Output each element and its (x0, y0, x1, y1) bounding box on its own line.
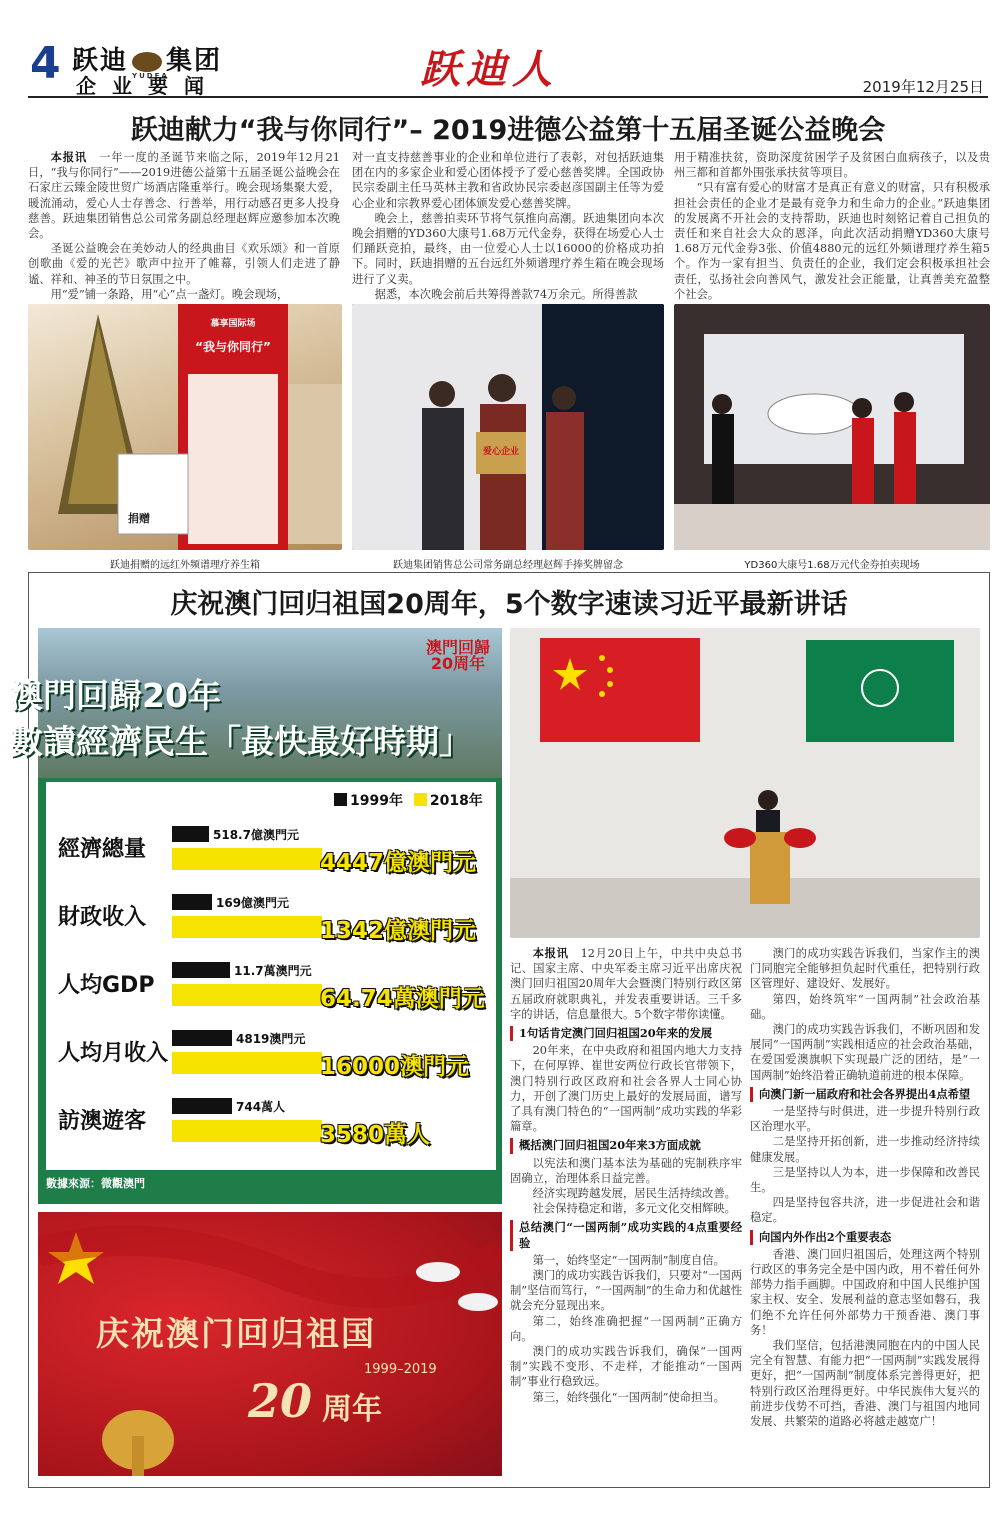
publication-date: 2019年12月25日 (862, 78, 984, 96)
bar-2018-value: 1342億澳門元 (320, 918, 477, 944)
row-label: 經濟總量 (58, 837, 147, 862)
row-label: 訪澳遊客 (58, 1109, 147, 1134)
bar-1999-value: 4819澳門元 (236, 1032, 306, 1046)
photo-caption: 跃迪集团销售总公司常务副总经理赵辉手捧奖牌留念 (393, 560, 623, 571)
paragraph: 用“爱”铺一条路，用“心”点一盏灯。晚会现场， (50, 287, 289, 301)
paper-name: 跃迪人 (420, 46, 558, 93)
anniversary-badge: 澳門回歸20周年 (425, 638, 490, 673)
paragraph: 香港、澳门回归祖国后，处理这两个特别行政区的事务完全是中国内政，用不着任何外部势力指手画脚。中国政府和中国人民维护国家主权、安全、发展利益的意志坚如磐石，我们绝不允许任何外部势力干预香港、澳门事务！ (750, 1247, 980, 1337)
paragraph: 我们坚信，包括港澳同胞在内的中国人民完全有智慧、有能力把“一国两制”实践发展得更好，把“一国两制”制度体系完善得更好，把特别行政区治理得更好。中华民族伟大复兴的前进步伐势不可挡，香港、澳门与祖国内地同发展、共繁荣的道路必将越走越宽广！ (750, 1339, 980, 1429)
bar-1999-value: 11.7萬澳門元 (234, 964, 312, 978)
row-label: 財政收入 (58, 905, 147, 930)
auction-stage-image (674, 304, 990, 550)
photo-speech (510, 628, 980, 938)
plaque-text: 爱心企业 (482, 447, 519, 457)
bar-1999-value: 169億澳門元 (216, 896, 290, 910)
brand-suffix: 集团 (166, 46, 223, 76)
award-ceremony-image (352, 304, 664, 550)
infographic-subtitle: 數讀經濟民生「最快最好時期」 (10, 722, 472, 761)
brand-text: 跃迪 (72, 46, 129, 76)
bar-1999 (172, 1030, 232, 1046)
paragraph: 20年来，在中央政府和祖国内地大力支持下，在何厚铧、崔世安两位行政长官带领下，澳门特别行政区政府和社会各界人士同心协力，开创了澳门历史上最好的发展局面，谱写了具有澳门特色的“一国两制”成功实践的华彩篇章。 (510, 1044, 742, 1134)
page-number: 4 (30, 38, 61, 89)
bar-1999-value: 744萬人 (236, 1100, 286, 1114)
bar-2018-value: 3580萬人 (320, 1122, 431, 1148)
lead-tag: 本报讯 (532, 946, 569, 960)
paragraph: 圣诞公益晚会在美妙动人的经典曲目《欢乐颂》和一首原创歌曲《爱的光芒》歌声中拉开了帷幕，引领人们走进了静谧、祥和、神圣的节日氛围之中。 (28, 242, 340, 286)
photo-auction (674, 304, 990, 550)
row-label: 人均月收入 (58, 1041, 169, 1066)
paragraph: 一是坚持与时俱进，进一步提升特别行政区治理水平。 (750, 1105, 980, 1134)
paragraph: 第二，始终准确把握“一国两制”正确方向。 (510, 1314, 742, 1343)
photo-caption: YD360大康号1.68万元代金券拍卖现场 (744, 560, 920, 571)
chart-legend (334, 790, 483, 810)
paragraph: 以宪法和澳门基本法为基础的宪制秩序牢固确立，治理体系日益完善。 (510, 1156, 742, 1185)
photo-therapy-box (28, 304, 342, 550)
data-source: 數據來源：微觀澳門 (46, 1177, 145, 1190)
paragraph: 经济实现跨越发展，居民生活持续改善。 (532, 1187, 736, 1201)
poster-header: 慕享国际场 (210, 319, 256, 329)
article1-column-3 (674, 150, 990, 302)
yudea-logo-icon (132, 52, 162, 72)
section-name: 企业要闻 (76, 74, 220, 98)
paragraph: “只有富有爱心的财富才是真正有意义的财富，只有积极承担社会责任的企业才是最有竞争力和生命力的企业。”跃迪集团的发展离不开社会的支持帮助，跃迪也时刻铭记着自己担负的责任和来自社会大众的恩泽，向此次活动捐赠YD360大康号1.68万元代金券3张、价值4880元的远红外频谱理疗养生箱5个。作为一家有担当、负责任的企业，我们定会积极承担社会责任，弘扬社会向善风气，激发社会正能量，让真善美充盈整个社会。 (674, 181, 990, 301)
bar-1999-value: 518.7億澳門元 (213, 828, 299, 842)
poster-title: “我与你同行” (195, 340, 271, 354)
bar-1999 (172, 1098, 232, 1114)
bar-2018-value: 16000澳門元 (320, 1054, 470, 1080)
bar-1999 (172, 894, 212, 910)
bar-2018 (172, 916, 322, 938)
bar-2018 (172, 984, 322, 1006)
paragraph: 第一，始终坚定“一国两制”制度自信。 (532, 1253, 725, 1267)
banner-title: 庆祝澳门回归祖国 (96, 1314, 376, 1353)
bar-2018 (172, 1052, 322, 1074)
photo-award-plaque (352, 304, 664, 550)
paragraph: 第四，始终筑牢“一国两制”社会政治基础。 (750, 992, 980, 1021)
masthead (28, 36, 988, 98)
paragraph: 社会保持稳定和谐，多元文化交相辉映。 (532, 1202, 736, 1216)
bar-2018-value: 64.74萬澳門元 (320, 986, 485, 1012)
bar-1999 (172, 962, 230, 978)
article1-column-1 (28, 150, 340, 302)
subheading: 向国内外作出2个重要表态 (750, 1230, 980, 1245)
paragraph: 澳门的成功实践告诉我们，确保“一国两制”实践不变形、不走样，才能推动“一国两制”事业行稳致远。 (510, 1345, 742, 1389)
paragraph: 本报讯 12月20日上午，中共中央总书记、国家主席、中央军委主席习近平出席庆祝澳门回归祖国20周年大会暨澳门特别行政区第五届政府就职典礼，并发表重要讲话。三千多字的讲话，信息量很大。5个数字带你读懂。 (510, 946, 742, 1021)
legend-swatch-2018 (414, 793, 427, 806)
paragraph: 第三，始终强化“一国两制”使命担当。 (532, 1390, 725, 1404)
subheading: 总结澳门“一国两制”成功实践的4点重要经验 (510, 1220, 742, 1250)
paragraph: 四是坚持包容共济，进一步促进社会和谐稳定。 (750, 1196, 980, 1225)
row-label: 人均GDP (58, 973, 155, 998)
paragraph: 三是坚持以人为本，进一步保障和改善民生。 (750, 1165, 980, 1195)
banner-years: 1999–2019 (364, 1362, 437, 1377)
subheading: 1句话肯定澳门回归祖国20年来的发展 (510, 1026, 742, 1041)
legend-1999: 1999年 (350, 793, 403, 809)
paragraph: 二是坚持开拓创新，进一步推动经济持续健康发展。 (750, 1135, 980, 1164)
article1-headline: 跃迪献力“我与你同行”– 2019进德公益第十五届圣诞公益晚会 (130, 115, 886, 146)
infographic-title: 澳門回歸20年 (10, 676, 221, 715)
subheading: 向澳门新一届政府和社会各界提出4点希望 (750, 1087, 980, 1102)
lead-tag: 本报讯 (50, 150, 87, 164)
banner-number: 20 (248, 1374, 313, 1428)
banner-unit: 周年 (322, 1392, 382, 1427)
paragraph: 澳门的成功实践告诉我们，不断巩固和发展同“一国两制”实践相适应的社会政治基础，在爱国爱澳旗帜下实现最广泛的团结，是“一国两制”始终沿着正确轨道前进的根本保障。 (750, 1023, 980, 1082)
article2-column-b (750, 946, 980, 1429)
article2-column-a (510, 946, 742, 1405)
bar-1999 (172, 826, 209, 842)
speech-scene-image (510, 628, 980, 938)
paragraph: 据悉，本次晚会前后共筹得善款74万余元。所得善款 (374, 287, 638, 301)
article2-headline: 庆祝澳门回归祖国20周年，5个数字速读习近平最新讲话 (170, 589, 848, 620)
paragraph: 本报讯 一年一度的圣诞节来临之际，2019年12月21日，“我与你同行”——2019进德公益第十五届圣诞公益晚会在石家庄云臻金陵世贸广场酒店隆重举行。晚会现场集聚大爱，暖流涌动，爱心人士存善念、行善举，用行动感召更多人投身慈善。跃迪集团销售总公司常务副总经理赵辉应邀参加本次晚会。 (28, 150, 340, 241)
legend-2018: 2018年 (429, 793, 483, 809)
paragraph: 用于精准扶贫，资助深度贫困学子及贫困白血病孩子，以及贵州三都和首都外围张承扶贫等项目。 (674, 151, 990, 180)
bar-2018-value: 4447億澳門元 (320, 850, 477, 876)
subheading: 概括澳门回归祖国20年来3方面成就 (510, 1138, 742, 1153)
bar-2018 (172, 848, 322, 870)
bar-2018 (172, 1120, 322, 1142)
paragraph: 对一直支持慈善事业的企业和单位进行了表彰，对包括跃迪集团在内的多家企业和爱心团体授予了爱心慈善奖牌。全国政协民宗委副主任马英林主教和省政协民宗委赵彦国副主任等为爱心企业和宗教界爱心团体颁发爱心慈善奖牌。 (352, 151, 664, 210)
paragraph: 澳门的成功实践告诉我们，只要对“一国两制”坚信而笃行，“一国两制”的生命力和优越性就会充分显现出来。 (510, 1269, 742, 1313)
article1-column-2 (352, 150, 664, 302)
donation-box-label: 捐赠 (128, 512, 150, 525)
photo-caption: 跃迪捐赠的远红外频谱理疗养生箱 (110, 560, 260, 571)
paragraph: 澳门的成功实践告诉我们，当家作主的澳门同胞完全能够担负起时代重任，把特别行政区管理好、建设好、发展好。 (750, 947, 980, 991)
legend-swatch-1999 (334, 793, 347, 806)
paragraph: 晚会上，慈善拍卖环节将气氛推向高潮。跃迪集团向本次晚会捐赠的YD360大康号1.68万元代金券，获得在场爱心人士们踊跃竞拍，最终，由一位爱心人士以16000的价格成功拍下。同时，跃迪捐赠的五台远红外频谱理疗养生箱在晚会现场进行了义卖。 (352, 211, 664, 286)
